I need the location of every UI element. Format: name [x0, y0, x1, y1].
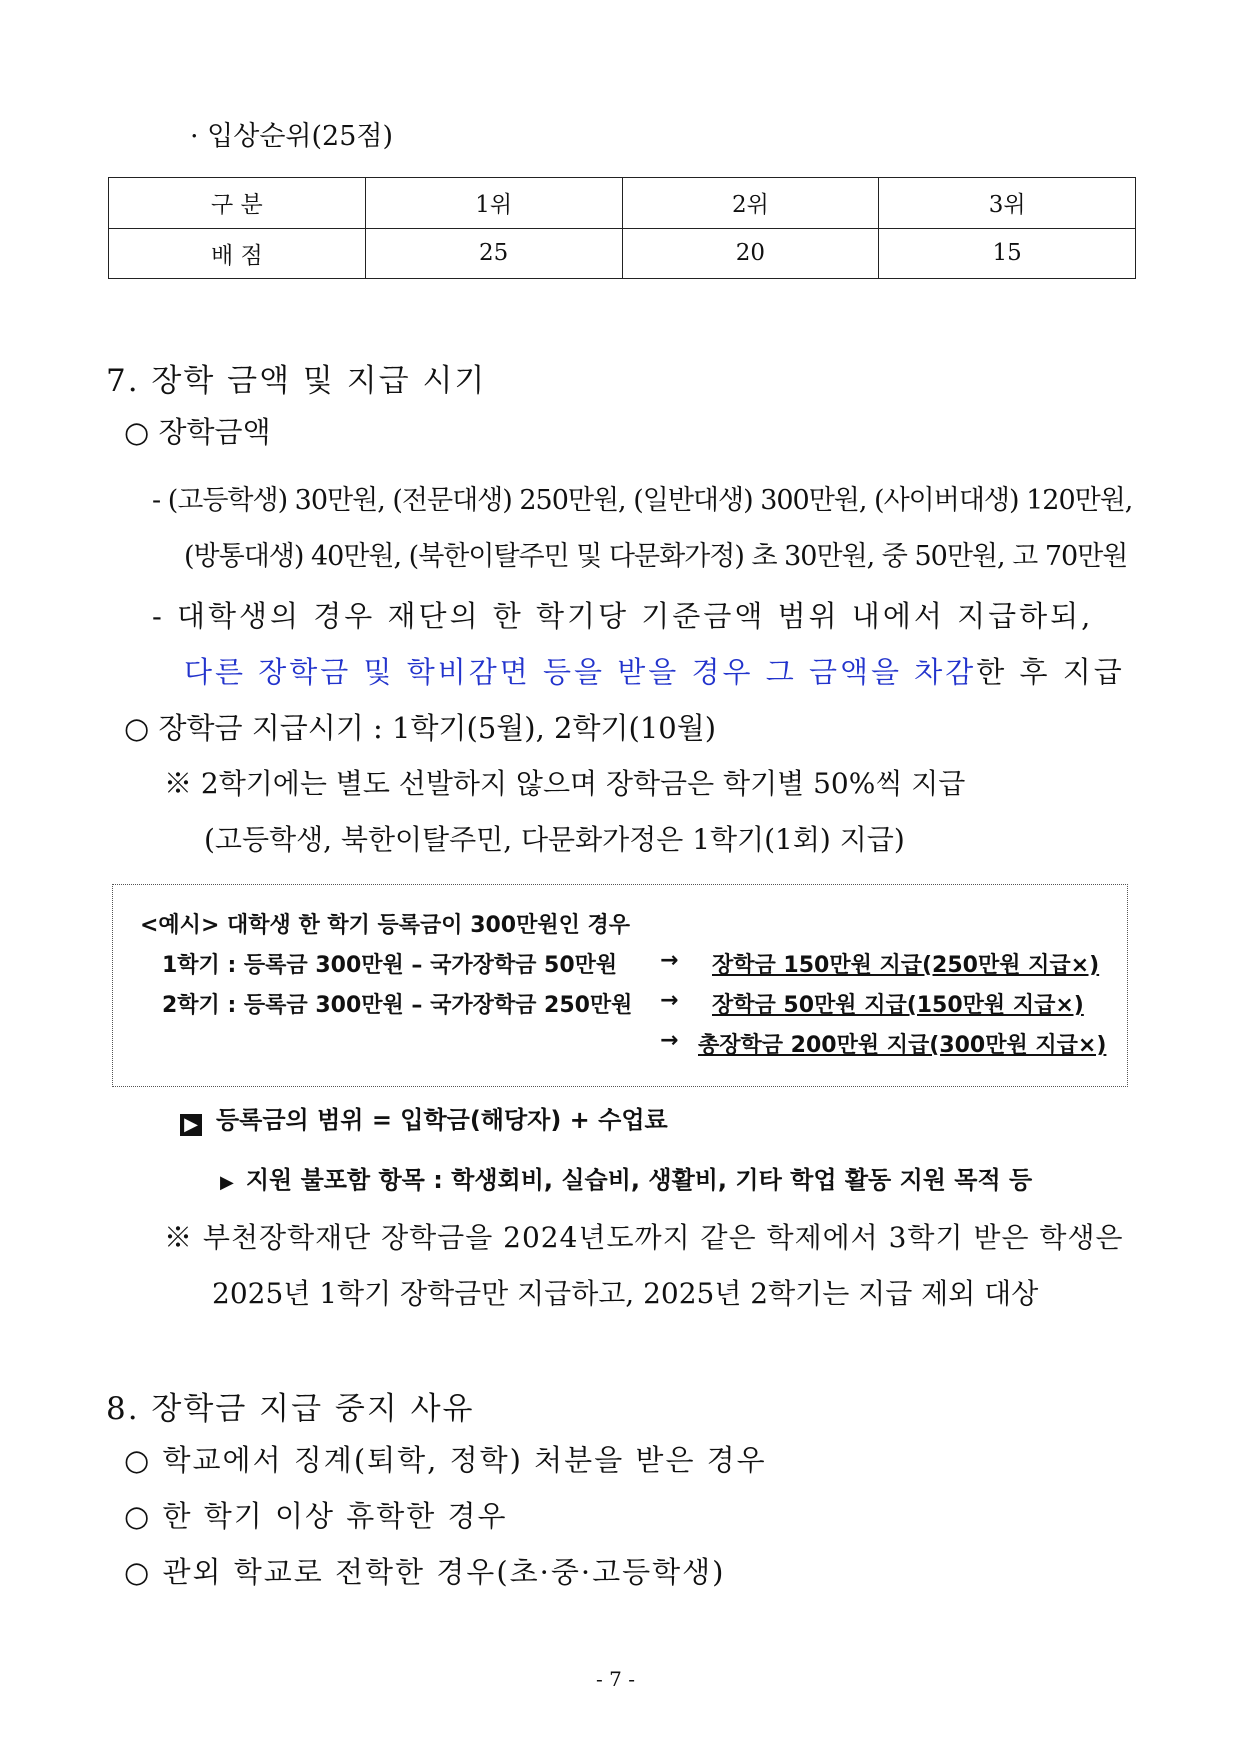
amount-line-1: - (고등학생) 30만원, (전문대생) 250만원, (일반대생) 300만원, (사이버대생) 120만원, [152, 485, 1133, 516]
amount-line-2: (방통대생) 40만원, (북한이탈주민 및 다문화가정) 초 30만원, 중 50만원, 고 70만원 [184, 541, 1128, 572]
arrow-icon: → [660, 988, 679, 1013]
section-8-title: 8. 장학금 지급 중지 사유 [106, 1391, 475, 1427]
amount-line-3: - 대학생의 경우 재단의 한 학기당 기준금액 범위 내에서 지급하되, [152, 599, 1094, 633]
suspension-item: ○ 한 학기 이상 휴학한 경우 [124, 1499, 508, 1533]
example-row-2-right: 장학금 50만원 지급(150만원 지급×) [712, 993, 1084, 1018]
deduction-rest: 한 후 지급 [976, 655, 1125, 689]
page-number: - 7 - [596, 1667, 635, 1691]
table-header-cell: 2위 [622, 178, 879, 229]
table-cell: 15 [879, 228, 1136, 279]
table-cell: 배 점 [109, 228, 366, 279]
example-title: <예시> 대학생 한 학기 등록금이 300만원인 경우 [140, 913, 631, 938]
excluded-items-text: 지원 불포함 항목 : 학생회비, 실습비, 생활비, 기타 학업 활동 지원 목적 등 [245, 1166, 1033, 1194]
suspension-item: ○ 관외 학교로 전학한 경우(초·중·고등학생) [124, 1555, 726, 1589]
note-3-line-1: ※ 부천장학재단 장학금을 2024년도까지 같은 학제에서 3학기 받은 학생은 [164, 1221, 1124, 1254]
table-cell: 20 [622, 228, 879, 279]
tuition-scope-text: 등록금의 범위 = 입학금(해당자) + 수업료 [216, 1106, 668, 1134]
suspension-item: ○ 학교에서 징계(퇴학, 정학) 처분을 받은 경우 [124, 1443, 767, 1477]
example-row-2-left: 2학기 : 등록금 300만원 – 국가장학금 250만원 [162, 993, 633, 1018]
note-3-line-2: 2025년 1학기 장학금만 지급하고, 2025년 2학기는 지급 제외 대상 [212, 1277, 1039, 1310]
section-7-title: 7. 장학 금액 및 지급 시기 [106, 363, 487, 399]
table-header-cell: 구 분 [109, 178, 366, 229]
timing-heading: ○ 장학금 지급시기 : 1학기(5월), 2학기(10월) [124, 711, 717, 745]
timing-note-1: ※ 2학기에는 별도 선발하지 않으며 장학금은 학기별 50%씩 지급 [164, 767, 966, 800]
rank-section-title: · 입상순위(25점) [190, 121, 393, 152]
table-header-cell: 1위 [365, 178, 622, 229]
timing-note-2: (고등학생, 북한이탈주민, 다문화가정은 1학기(1회) 지급) [204, 823, 905, 856]
table-cell: 25 [365, 228, 622, 279]
table-row [109, 228, 1136, 279]
arrow-icon: → [660, 948, 679, 973]
arrow-box-icon: ▶ [180, 1114, 202, 1136]
table-header-cell: 3위 [879, 178, 1136, 229]
tuition-scope-line [180, 1100, 668, 1136]
arrow-icon: → [660, 1028, 679, 1053]
deduction-highlight: 다른 장학금 및 학비감면 등을 받을 경우 그 금액을 차감 [184, 655, 977, 689]
example-row-1-right: 장학금 150만원 지급(250만원 지급×) [712, 953, 1100, 978]
amount-line-4 [184, 650, 1125, 691]
example-row-3-right: 총장학금 200만원 지급(300만원 지급×) [698, 1033, 1107, 1058]
excluded-items-line [220, 1160, 1032, 1195]
table-row [109, 178, 1136, 229]
rank-score-table [108, 177, 1136, 279]
amount-heading: ○ 장학금액 [124, 415, 271, 449]
triangle-bullet-icon: ▶ [220, 1172, 234, 1193]
example-row-1-left: 1학기 : 등록금 300만원 – 국가장학금 50만원 [162, 953, 618, 978]
